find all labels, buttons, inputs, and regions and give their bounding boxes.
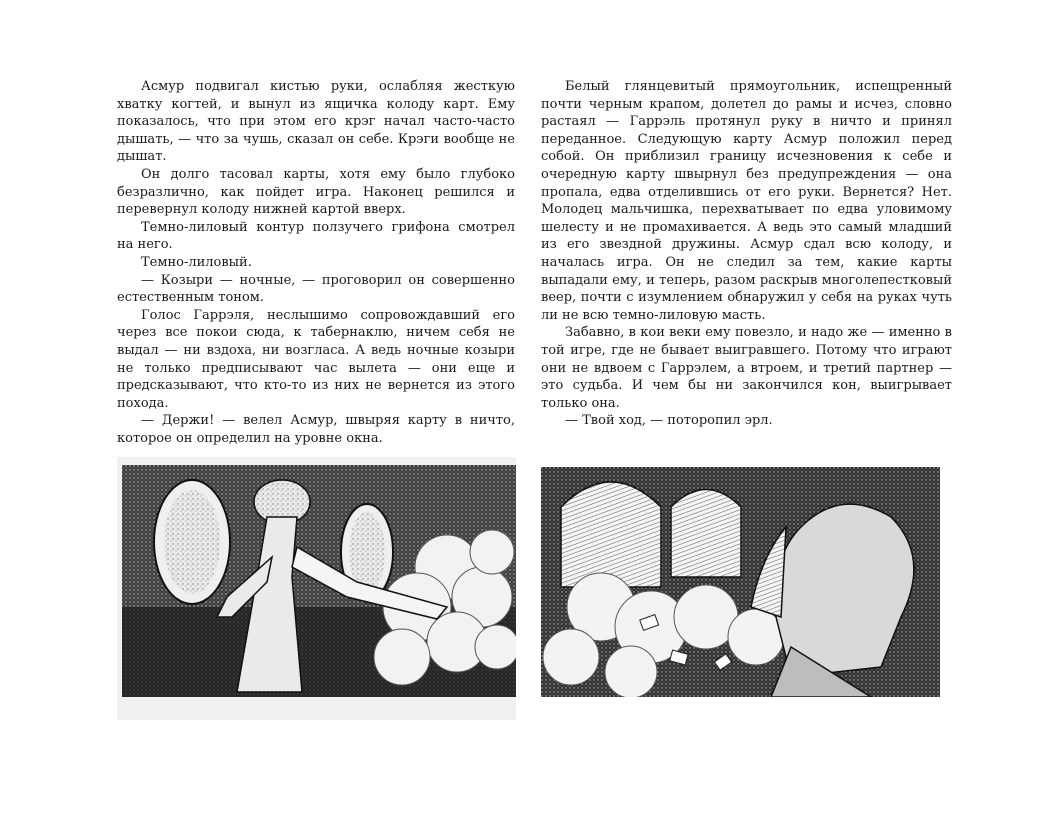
paragraph: Темно-лиловый. (141, 254, 252, 270)
illustration-left (117, 457, 516, 720)
paragraph: — Твой ход, — поторопил эрл. (565, 413, 773, 429)
paragraph: — Козыри — ночные, — проговорил он совершенно естественным тоном. (117, 272, 515, 306)
paragraph: Он долго тасовал карты, хотя ему было глубоко безразлично, как пойдет игра. Наконец решился и перевернул колоду нижней картой вверх. (117, 166, 515, 218)
left-text-column (117, 78, 515, 447)
paragraph: Белый глянцевитый прямоугольник, испещренный почти черным крапом, долетел до рамы и исчез, словно растаял — Гаррэль протянул руку в ничто и принял переданное. Следующую карту Асмур положил перед собой. Он приблизил границу исчезновения к себе и очередную карту швырнул без предупреждения — она пропала, едва отделившись от его руки. Вернется? Нет. Молодец мальчишка, перехватывает по едва уловимому шелесту и не промахивается. А ведь это самый младший из его звездной дружины. Асмур сдал всю колоду, и началась игра. Он не следил за тем, какие карты выпадали ему, и теперь, разом раскрыв многолепестковый веер, почти с изумлением обнаружил у себя на руках чуть ли не всю темно-лиловую масть. (541, 79, 952, 323)
paragraph: Забавно, в кои веки ему повезло, и надо же — именно в той игре, где не бывает выигравшего. Потому что играют они не вдвоем с Гаррэлем, а втроем, и третий партнер — это судьба. И чем бы ни закончился кон, выигрывает только она. (541, 325, 952, 411)
illustration-right (541, 467, 940, 697)
paragraph: Темно-лиловый контур ползучего грифона смотрел на него. (117, 219, 515, 253)
illustration-left-drawing (117, 457, 516, 720)
paragraph: Голос Гаррэля, неслышимо сопровождавший его через все покои сюда, к табернаклю, ничем себя не выдал — ни вздоха, ни возгласа. А ведь ночные козыри не только предписывают час вылета — они еще и предсказывают, что кто-то из них не вернется из этого похода. (117, 307, 515, 411)
paragraph: — Держи! — велел Асмур, швыряя карту в ничто, которое он определил на уровне окна. (117, 413, 515, 446)
illustration-right-drawing (541, 467, 940, 697)
paragraph: Асмур подвигал кистью руки, ослабляя жесткую хватку когтей, и вынул из ящичка колоду карт. Ему показалось, что при этом его крэг начал часто-часто дышать, — что за чушь, сказал он себе. Крэги вообще не дышат. (117, 79, 515, 165)
right-text-column (541, 78, 952, 430)
